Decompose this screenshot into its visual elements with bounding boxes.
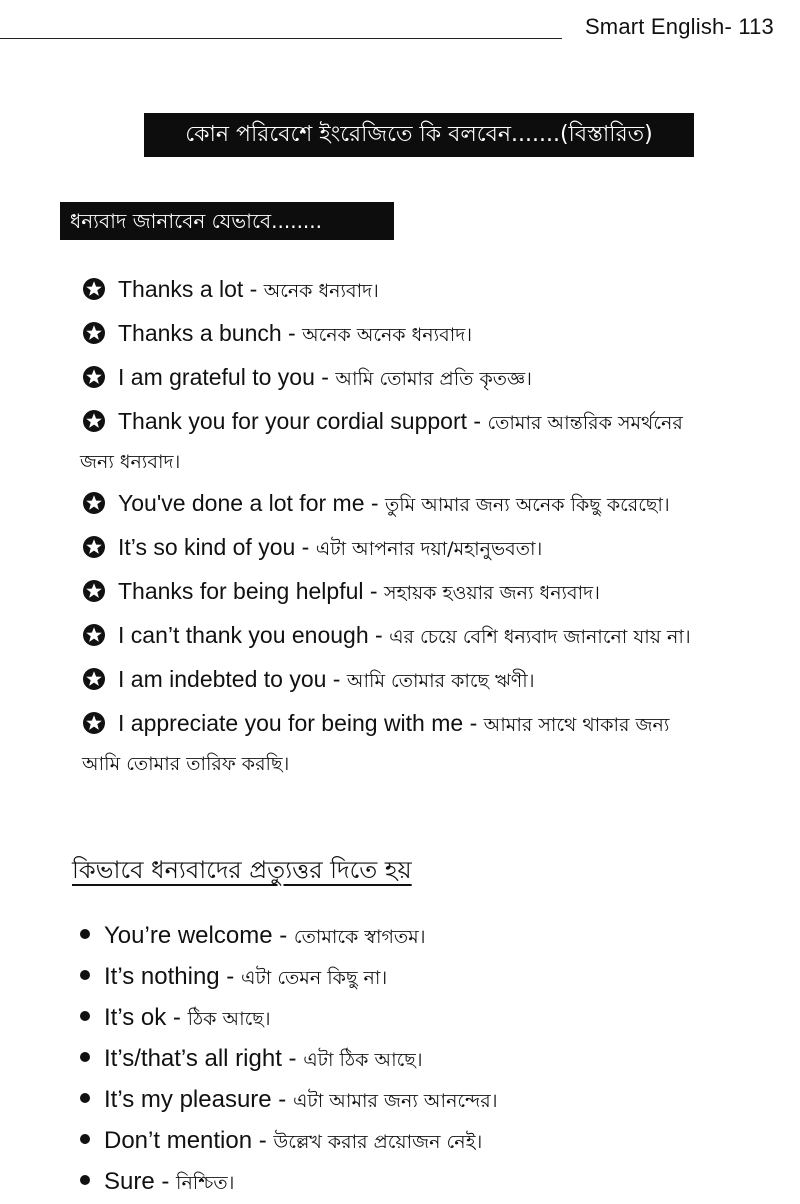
phrase-english: Thanks for being helpful - [118, 578, 384, 604]
phrase-bangla-continuation: আমি তোমার তারিফ করছি। [82, 753, 290, 775]
phrase-english: I am grateful to you - [118, 364, 336, 390]
reply-item [80, 1121, 780, 1162]
dot-icon [80, 1134, 90, 1144]
phrase-english: Thanks a lot - [118, 276, 264, 302]
phrase-continuation [82, 746, 782, 780]
star-circle-icon [82, 535, 106, 559]
phrase-bangla: আমি তোমার কাছে ঋণী। [346, 670, 535, 692]
phrase-english: You've done a lot for me - [118, 490, 385, 516]
star-circle-icon [82, 579, 106, 603]
reply-english: Sure - [104, 1168, 177, 1195]
phrase-english: Thanks a bunch - [118, 320, 303, 346]
reply-english: It’s/that’s all right - [104, 1045, 304, 1072]
star-circle-icon [82, 321, 106, 345]
reply-item [80, 957, 780, 998]
dot-icon [80, 970, 90, 980]
dot-icon [80, 1093, 90, 1103]
reply-list [80, 916, 780, 1203]
reply-bangla: তোমাকে স্বাগতম। [293, 926, 426, 948]
reply-item [80, 1080, 780, 1121]
reply-bangla: এটা আমার জন্য আনন্দের। [292, 1090, 498, 1112]
phrase-item [82, 268, 782, 312]
star-circle-icon [82, 491, 106, 515]
dot-icon [80, 1175, 90, 1185]
phrase-bangla: আমি তোমার প্রতি কৃতজ্ঞ। [335, 368, 532, 390]
star-circle-icon [82, 667, 106, 691]
reply-english: You’re welcome - [104, 922, 294, 949]
phrase-bangla: তোমার আন্তরিক সমর্থনের [487, 412, 683, 434]
reply-item [80, 1039, 780, 1080]
phrase-bangla: আমার সাথে থাকার জন্য [483, 714, 670, 736]
phrase-english: I am indebted to you - [118, 666, 347, 692]
phrase-item [82, 482, 782, 526]
star-circle-icon [82, 365, 106, 389]
dot-icon [80, 1011, 90, 1021]
reply-bangla: এটা ঠিক আছে। [303, 1049, 423, 1071]
reply-item [80, 916, 780, 957]
reply-bangla: নিশ্চিত। [176, 1172, 235, 1194]
phrase-item [82, 614, 782, 658]
phrase-bangla-continuation: জন্য ধন্যবাদ। [80, 451, 181, 473]
phrase-item [82, 570, 782, 614]
phrase-bangla: এর চেয়ে বেশি ধন্যবাদ জানানো যায় না। [389, 626, 691, 648]
phrase-item [82, 356, 782, 400]
phrase-bangla: এটা আপনার দয়া/মহানুভবতা। [315, 538, 543, 560]
page-header-title: Smart English- 113 [584, 14, 774, 39]
phrase-english: I can’t thank you enough - [118, 622, 390, 648]
phrase-english: Thank you for your cordial support - [118, 408, 488, 434]
reply-bangla: উল্লেখ করার প্রয়োজন নেই। [273, 1131, 483, 1153]
star-circle-icon [82, 623, 106, 647]
phrase-item [82, 702, 782, 746]
star-circle-icon [82, 711, 106, 735]
reply-english: It’s nothing - [104, 963, 241, 990]
dot-icon [80, 1052, 90, 1062]
phrase-item [82, 400, 782, 444]
phrase-continuation [80, 444, 782, 478]
reply-english: Don’t mention - [104, 1127, 274, 1154]
phrase-item [82, 658, 782, 702]
section-heading: কিভাবে ধন্যবাদের প্রত্যুত্তর দিতে হয় [72, 856, 412, 884]
phrase-bangla: সহায়ক হওয়ার জন্য ধন্যবাদ। [383, 582, 600, 604]
phrase-item [82, 526, 782, 570]
phrase-bangla: অনেক ধন্যবাদ। [263, 280, 379, 302]
phrase-item [82, 312, 782, 356]
phrase-bangla: তুমি আমার জন্য অনেক কিছু করেছো। [384, 494, 670, 516]
topic-banner: কোন পরিবেশে ইংরেজিতে কি বলবেন.......(বিস্তারিত) [144, 113, 694, 157]
reply-item [80, 1162, 780, 1203]
subtopic-banner: ধন্যবাদ জানাবেন যেভাবে........ [60, 202, 394, 240]
reply-english: It’s my pleasure - [104, 1086, 293, 1113]
phrase-list [82, 268, 782, 780]
dot-icon [80, 929, 90, 939]
phrase-english: It’s so kind of you - [118, 534, 316, 560]
star-circle-icon [82, 277, 106, 301]
header-rule [0, 38, 562, 39]
reply-item [80, 998, 780, 1039]
reply-bangla: ঠিক আছে। [187, 1008, 271, 1030]
phrase-english: I appreciate you for being with me - [118, 710, 484, 736]
reply-english: It’s ok - [104, 1004, 188, 1031]
reply-bangla: এটা তেমন কিছু না। [240, 967, 388, 989]
phrase-bangla: অনেক অনেক ধন্যবাদ। [302, 324, 472, 346]
star-circle-icon [82, 409, 106, 433]
